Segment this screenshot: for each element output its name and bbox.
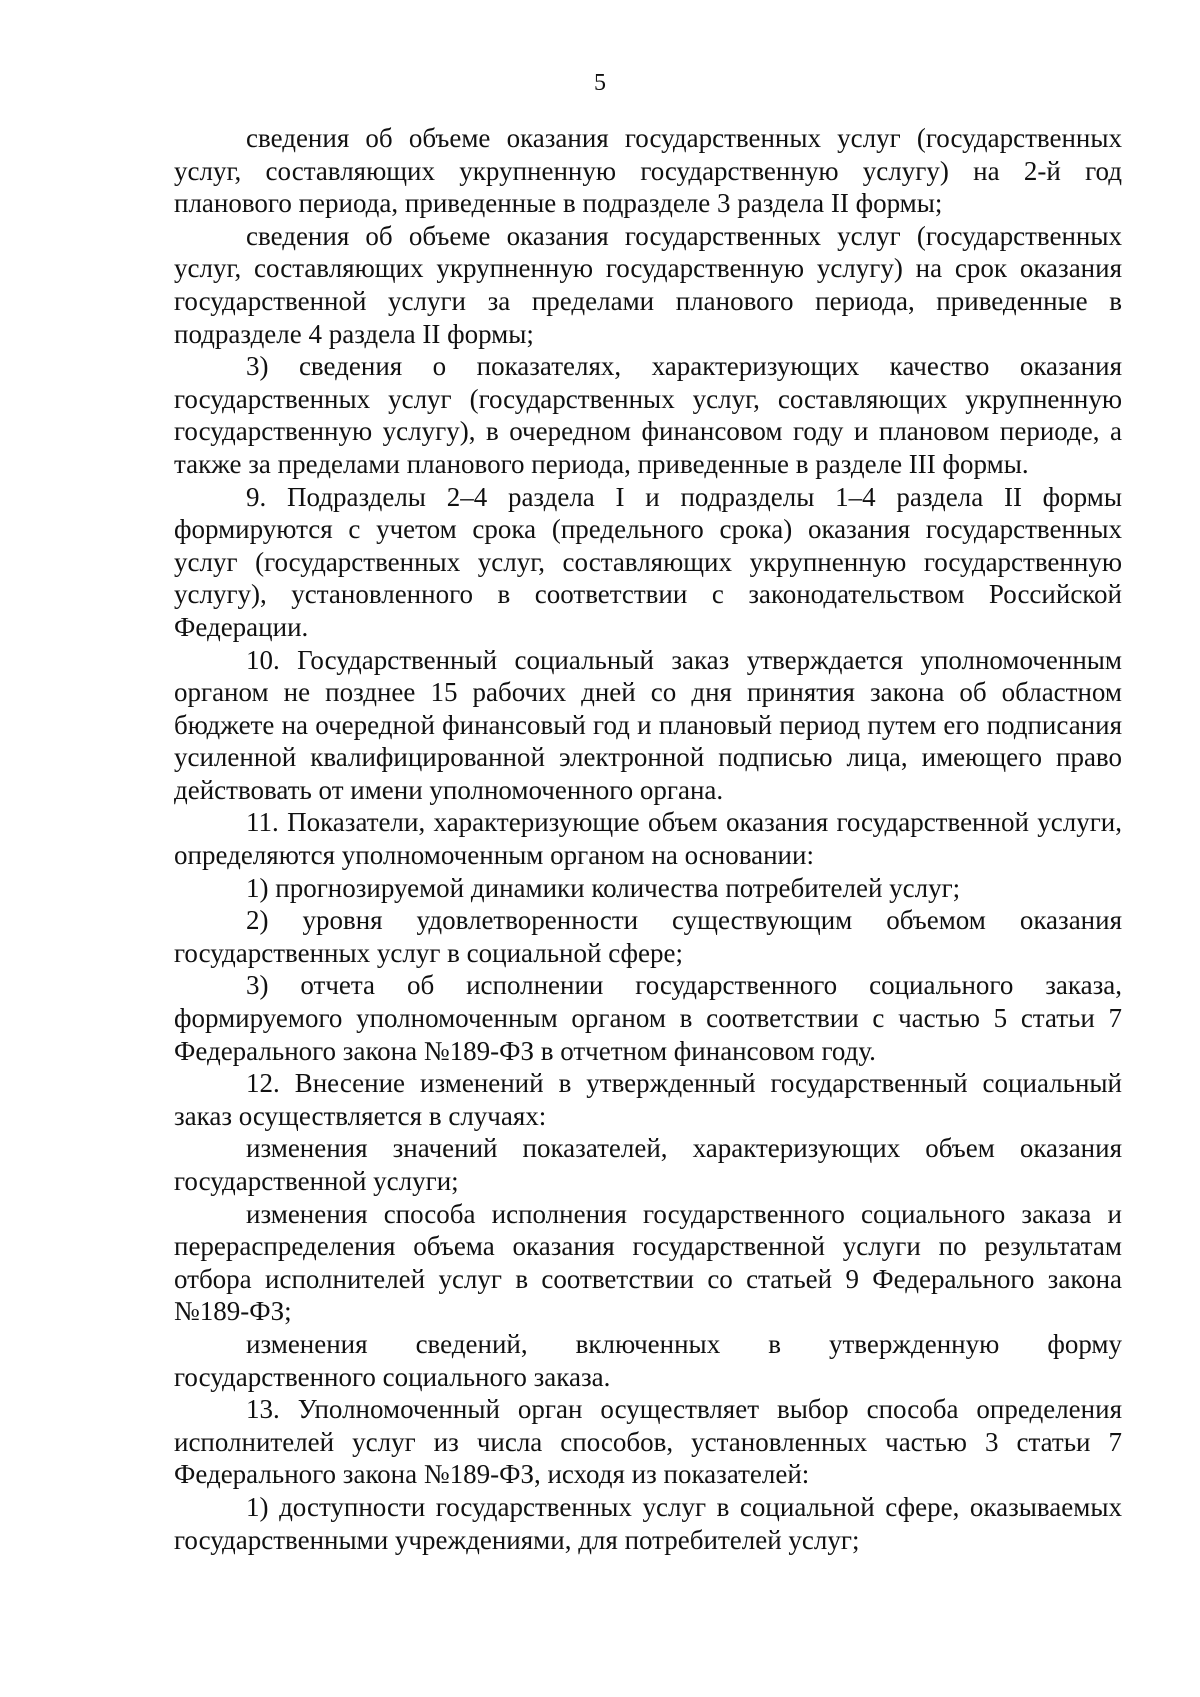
- paragraph: 1) доступности государственных услуг в социальной сфере, оказываемых государственными учреждениями, для потребителей услуг;: [174, 1491, 1122, 1555]
- paragraph: 9. Подразделы 2–4 раздела I и подразделы 1–4 раздела II формы формируются с учетом срока (предельного срока) оказания государственных услуг (государственных услуг, составляющих укрупненную государственную услугу), установленного в соответствии с законодательством Российской Федерации.: [174, 481, 1122, 642]
- paragraph: изменения способа исполнения государственного социального заказа и перераспределения объема оказания государственной услуги по результатам отбора исполнителей услуг в соответствии со статьей 9 Федерального закона №189-ФЗ;: [174, 1198, 1122, 1327]
- paragraph: 12. Внесение изменений в утвержденный государственный социальный заказ осуществляется в случаях:: [174, 1068, 1122, 1131]
- paragraph: сведения об объеме оказания государственных услуг (государственных услуг, составляющих укрупненную государственную услугу) на срок оказания государственной услуги за пределами планового периода, приведенные в подразделе 4 раздела II формы;: [174, 220, 1122, 349]
- paragraph: 13. Уполномоченный орган осуществляет выбор способа определения исполнителей услуг из числа способов, установленных частью 3 статьи 7 Федерального закона №189-ФЗ, исходя из показателей:: [174, 1394, 1122, 1490]
- paragraph: изменения сведений, включенных в утвержденную форму государственного социального заказа.: [174, 1328, 1122, 1392]
- page-number: 5: [594, 70, 606, 96]
- paragraph: 3) отчета об исполнении государственного социального заказа, формируемого уполномоченным органом в соответствии с частью 5 статьи 7 Федерального закона №189-ФЗ в отчетном финансовом году.: [174, 970, 1122, 1066]
- paragraph: 3) сведения о показателях, характеризующих качество оказания государственных услуг (государственных услуг, составляющих укрупненную государственную услугу), в очередном финансовом году и плановом периоде, а также за пределами планового периода, приведенные в разделе III формы.: [174, 351, 1122, 479]
- paragraph: сведения об объеме оказания государственных услуг (государственных услуг, составляющих укрупненную государственную услугу) на 2-й год планового периода, приведенные в подразделе 3 раздела II формы;: [174, 123, 1122, 219]
- paragraph: 10. Государственный социальный заказ утверждается уполномоченным органом не позднее 15 рабочих дней со дня принятия закона об областном бюджете на очередной финансовый год и плановый период путем его подписания усиленной квалифицированной электронной подписью лица, имеющего право действовать от имени уполномоченного органа.: [174, 644, 1122, 805]
- paragraph: изменения значений показателей, характеризующих объем оказания государственной услуги;: [174, 1133, 1122, 1196]
- document-body: [174, 122, 1122, 1556]
- paragraph: 11. Показатели, характеризующие объем оказания государственной услуги, определяются уполномоченным органом на основании:: [174, 807, 1122, 871]
- paragraph: 2) уровня удовлетворенности существующим объемом оказания государственных услуг в социальной сфере;: [174, 905, 1122, 968]
- paragraph: 1) прогнозируемой динамики количества потребителей услуг;: [246, 872, 961, 903]
